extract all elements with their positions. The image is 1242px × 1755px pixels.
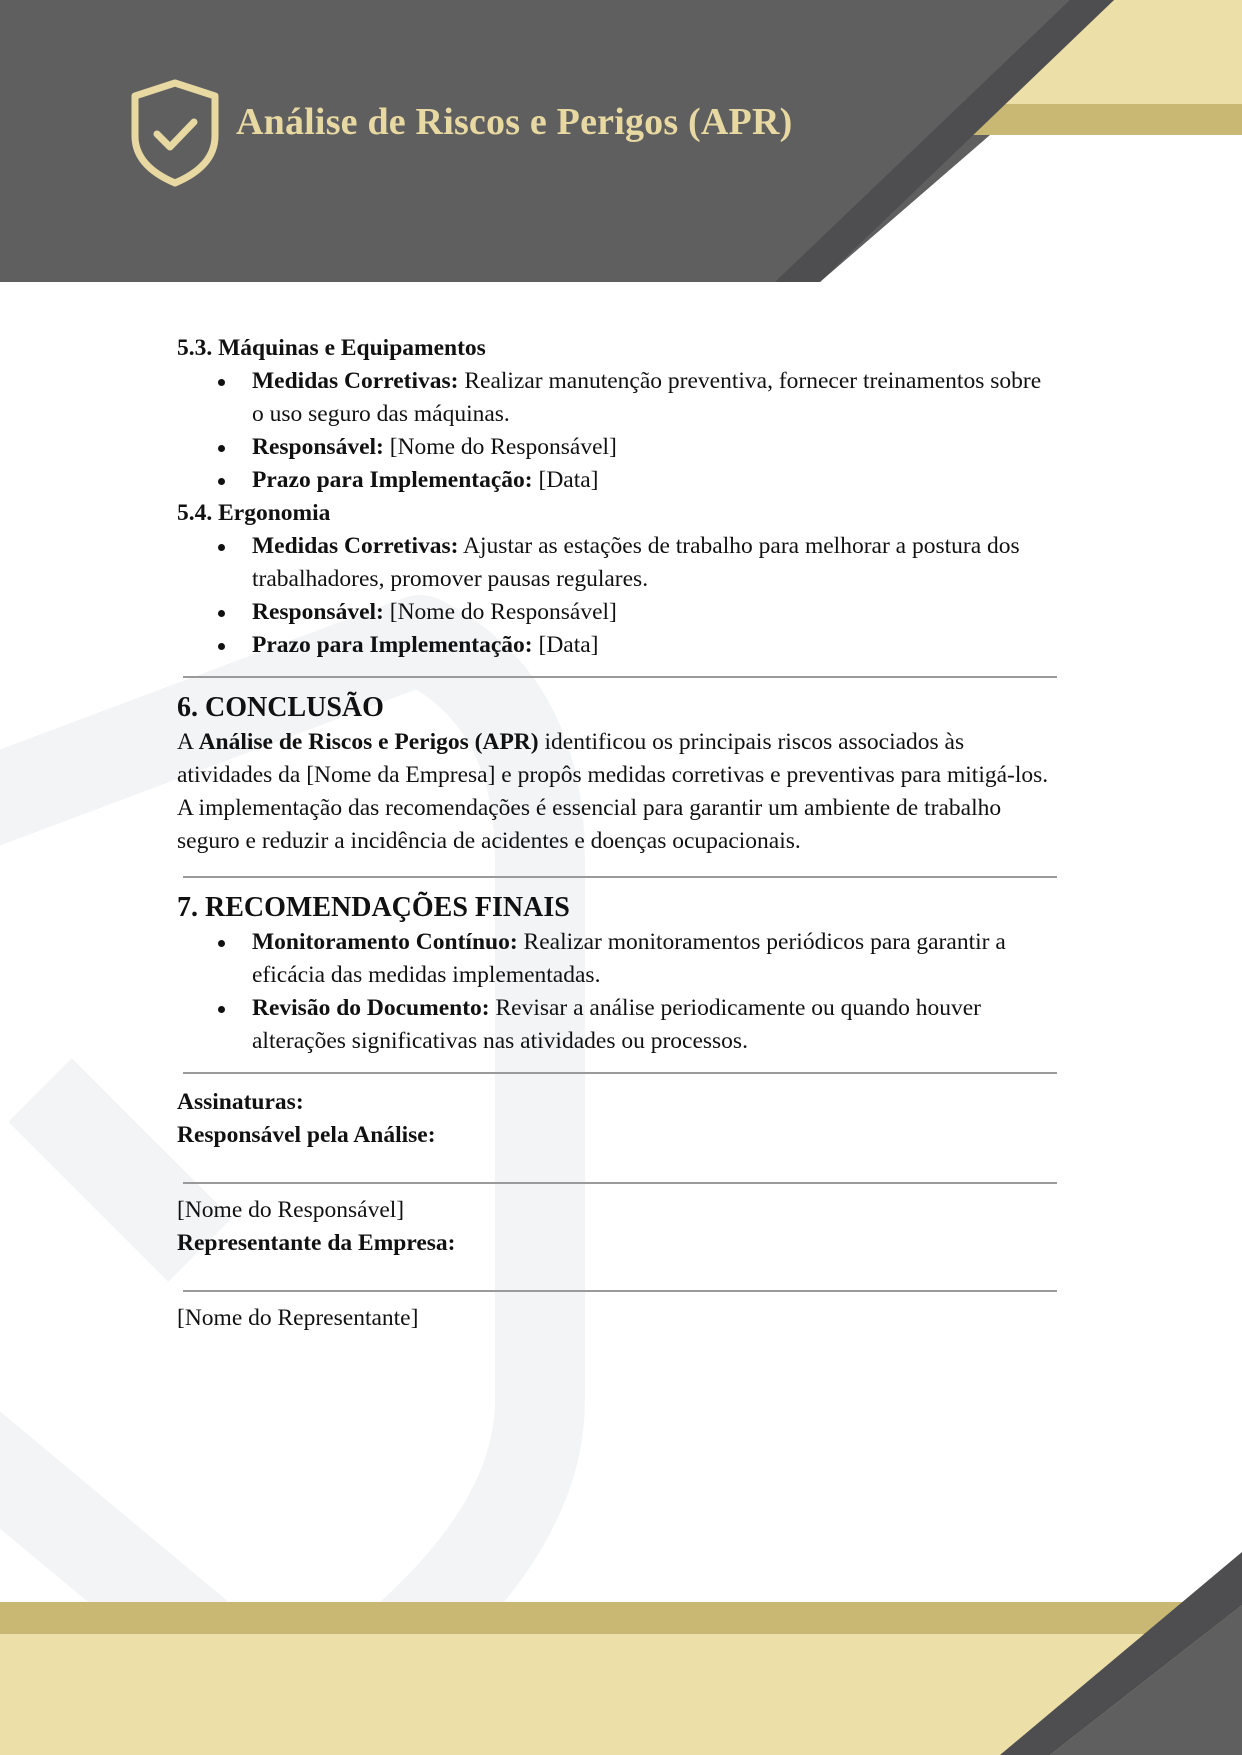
item-text: [Nome do Responsável]	[383, 599, 617, 625]
item-text: [Data]	[532, 467, 599, 493]
company-representative-name: [Nome do Representante]	[177, 1305, 419, 1331]
company-label: Representante da Empresa:	[177, 1230, 456, 1256]
section-5-4-list	[177, 530, 1057, 662]
item-label: Responsável:	[252, 599, 384, 625]
document-body	[177, 332, 1057, 1335]
signature-line-company	[183, 1290, 1057, 1292]
item-label: Prazo para Implementação:	[252, 632, 533, 658]
list-item	[177, 365, 1057, 431]
analyst-label: Responsável pela Análise:	[177, 1122, 436, 1148]
item-label: Medidas Corretivas:	[252, 533, 459, 559]
section-5-3-heading: 5.3. Máquinas e Equipamentos	[177, 335, 486, 361]
analyst-name: [Nome do Responsável]	[177, 1197, 405, 1223]
list-item	[177, 926, 1057, 992]
item-text: Ajustar as estações de trabalho para melhorar a postura dos trabalhadores, promover pausas regulares.	[252, 533, 1020, 592]
item-label: Prazo para Implementação:	[252, 467, 533, 493]
signature-line-analyst	[183, 1182, 1057, 1184]
section-6-heading: 6. CONCLUSÃO	[177, 692, 384, 723]
item-label: Responsável:	[252, 434, 384, 460]
shield-check-icon	[130, 78, 220, 188]
header-gold-stripe	[965, 104, 1242, 135]
list-item	[177, 431, 1057, 464]
para-rest: identificou os principais riscos associados às atividades da [Nome da Empresa] e propôs medidas corretivas e preventivas para mitigá-los. A implementação das recomendações é essencial para garantir um ambiente de trabalho seguro e reduzir a incidência de acidentes e doenças ocupacionais.	[177, 729, 1049, 854]
para-bold: Análise de Riscos e Perigos (APR)	[198, 729, 539, 755]
item-text: [Data]	[532, 632, 599, 658]
list-item	[177, 629, 1057, 662]
section-divider	[183, 876, 1057, 878]
document-title: Análise de Riscos e Perigos (APR)	[236, 101, 793, 143]
list-item	[177, 596, 1057, 629]
section-5-3-list	[177, 365, 1057, 497]
para-start: A	[177, 729, 199, 755]
section-7-list	[177, 926, 1057, 1058]
item-text: [Nome do Responsável]	[383, 434, 617, 460]
item-text: Realizar monitoramentos periódicos para garantir a eficácia das medidas implementadas.	[252, 929, 1006, 988]
list-item	[177, 992, 1057, 1058]
section-7-heading: 7. RECOMENDAÇÕES FINAIS	[177, 892, 570, 923]
section-6-paragraph	[177, 726, 1057, 858]
item-label: Monitoramento Contínuo:	[252, 929, 518, 955]
list-item	[177, 530, 1057, 596]
footer-gold-band	[0, 1602, 1242, 1634]
list-item	[177, 464, 1057, 497]
section-divider	[183, 676, 1057, 678]
item-label: Revisão do Documento:	[252, 995, 490, 1021]
section-5-4-heading: 5.4. Ergonomia	[177, 500, 331, 526]
section-divider	[183, 1072, 1057, 1074]
item-label: Medidas Corretivas:	[252, 368, 459, 394]
signatures-title: Assinaturas:	[177, 1089, 304, 1115]
item-text: Realizar manutenção preventiva, fornecer treinamentos sobre o uso seguro das máquinas.	[252, 368, 1042, 427]
item-text: Revisar a análise periodicamente ou quando houver alterações significativas nas atividades ou processos.	[252, 995, 981, 1054]
